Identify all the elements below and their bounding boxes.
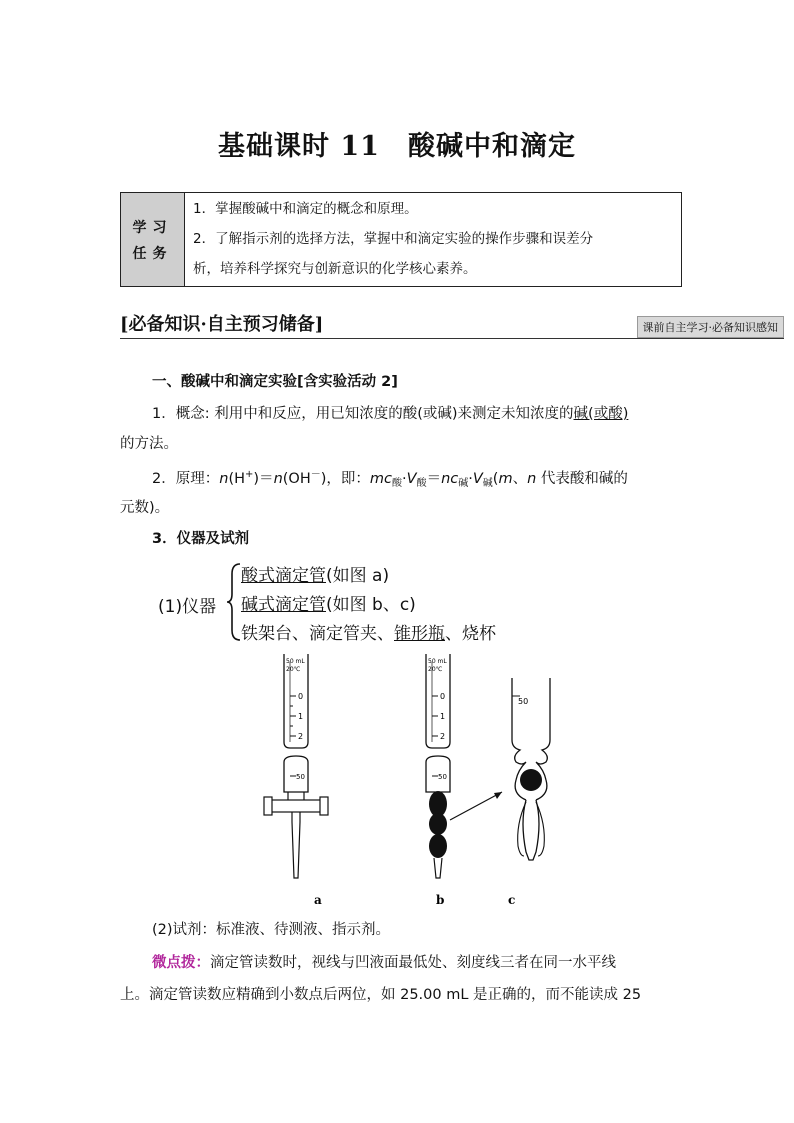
principle-end: 元数)。 [120, 500, 170, 516]
eq-comma: 、 [512, 471, 528, 487]
tube-b-volume: 50 mL [428, 658, 447, 665]
eq-mc: mc [369, 471, 393, 487]
eq-v2: V [472, 471, 483, 487]
section-header [120, 312, 784, 339]
burette-c-detail [512, 678, 550, 860]
tube-b-tick0: 0 [440, 692, 446, 701]
task-item-1: 1．掌握酸碱中和滴定的概念和原理。 [193, 201, 418, 217]
tube-b-tick1: 1 [440, 712, 446, 721]
eq-sub-acid: 酸 [392, 478, 403, 489]
eq-dot2: · [468, 471, 473, 487]
instrument-2-note: (如图 b、c) [326, 595, 416, 615]
task-header-line1: 学习 [132, 220, 173, 236]
eq-eq2: ＝ [426, 471, 442, 487]
figure-label-a: a [314, 893, 322, 907]
instrument-2 [241, 590, 416, 615]
tip-text-1: 滴定管读数时，视线与凹液面最低处、刻度线三者在同一水平线 [210, 955, 616, 971]
tube-b-tick50: 50 [438, 773, 447, 781]
eq-sub-base2: 碱 [482, 478, 493, 489]
concept-answer: 碱(或酸) [573, 406, 629, 422]
heading-3: 3．仪器及试剂 [152, 531, 250, 547]
tube-a-volume: 50 mL [286, 658, 305, 665]
figure-label-c: c [508, 893, 516, 907]
task-item-2: 2．了解指示剂的选择方法，掌握中和滴定实验的操作步骤和误差分 [193, 231, 594, 247]
task-item-2-cont: 析，培养科学探究与创新意识的化学核心素养。 [193, 261, 477, 277]
burette-b-upper [426, 654, 450, 748]
instrument-1 [241, 561, 389, 586]
instrument-3-a: 铁架台、滴定管夹、 [241, 624, 394, 644]
burette-b-rubber-tube [426, 756, 450, 878]
concept-line [152, 402, 628, 423]
eq-sub-base: 碱 [458, 478, 469, 489]
eq-n2: n [273, 471, 283, 487]
tube-b-temp: 20℃ [428, 666, 443, 673]
task-header [121, 193, 185, 286]
tube-a-temp: 20℃ [286, 666, 301, 673]
eq-tail: 代表酸和碱的 [536, 471, 628, 487]
eq-oh: (OH [282, 471, 311, 487]
principle-label: 2．原理： [152, 471, 220, 487]
burette-a-stopcock [264, 756, 328, 878]
tube-c-tick50: 50 [518, 697, 529, 706]
concept-text: 1．概念: 利用中和反应，用已知浓度的酸(或碱)来测定未知浓度的 [152, 406, 574, 422]
reagent-line: (2)试剂：标准液、待测液、指示剂。 [152, 922, 391, 938]
eq-h: (H [228, 471, 245, 487]
tip-line-1 [152, 951, 616, 972]
eq-m: m [498, 471, 513, 487]
heading-1: 一、酸碱中和滴定实验[含实验活动 2] [152, 374, 398, 390]
instrument-label: (1)仪器 [158, 597, 217, 617]
arrow-icon [450, 792, 502, 820]
eq-v: V [406, 471, 417, 487]
tube-b-tick2: 2 [440, 732, 446, 741]
eq-dot: · [402, 471, 407, 487]
burette-a-upper [284, 654, 308, 748]
tube-a-tick0: 0 [298, 692, 304, 701]
eq-minus: － [310, 469, 321, 480]
eq-plus: + [245, 469, 254, 480]
task-header-line2: 任务 [132, 246, 173, 262]
section-tag: 课前自主学习·必备知识感知 [637, 316, 785, 338]
instrument-3-flask: 锥形瓶 [394, 624, 445, 644]
eq-paren: ( [492, 471, 499, 487]
eq-eq: )＝ [253, 471, 274, 487]
eq-nc: nc [441, 471, 459, 487]
tube-a-tick2: 2 [298, 732, 304, 741]
instrument-3-b: 、烧杯 [445, 624, 496, 644]
concept-end: 的方法。 [120, 436, 178, 452]
instrument-3 [241, 619, 496, 644]
instrument-1-note: (如图 a) [326, 566, 390, 586]
principle-line [152, 465, 628, 489]
instrument-2-name: 碱式滴定管 [241, 595, 326, 615]
tip-line-2: 上。滴定管读数应精确到小数点后两位，如 25.00 mL 是正确的，而不能读成 25 [120, 987, 642, 1003]
figure-label-b: b [436, 893, 445, 907]
page-title: 基础课时 11 酸碱中和滴定 [218, 131, 576, 162]
brace-icon [226, 562, 242, 642]
tip-label: 微点拨： [152, 955, 210, 971]
section-title: [必备知识·自主预习储备] [120, 314, 324, 335]
eq-n3: n [527, 471, 537, 487]
tube-a-tick50: 50 [296, 773, 305, 781]
instrument-1-name: 酸式滴定管 [241, 566, 326, 586]
burette-figure [250, 652, 580, 910]
eq-close: )，即： [320, 471, 370, 487]
eq-n: n [219, 471, 229, 487]
eq-sub-acid2: 酸 [416, 478, 427, 489]
learning-task-box [120, 192, 682, 287]
tube-a-tick1: 1 [298, 712, 304, 721]
